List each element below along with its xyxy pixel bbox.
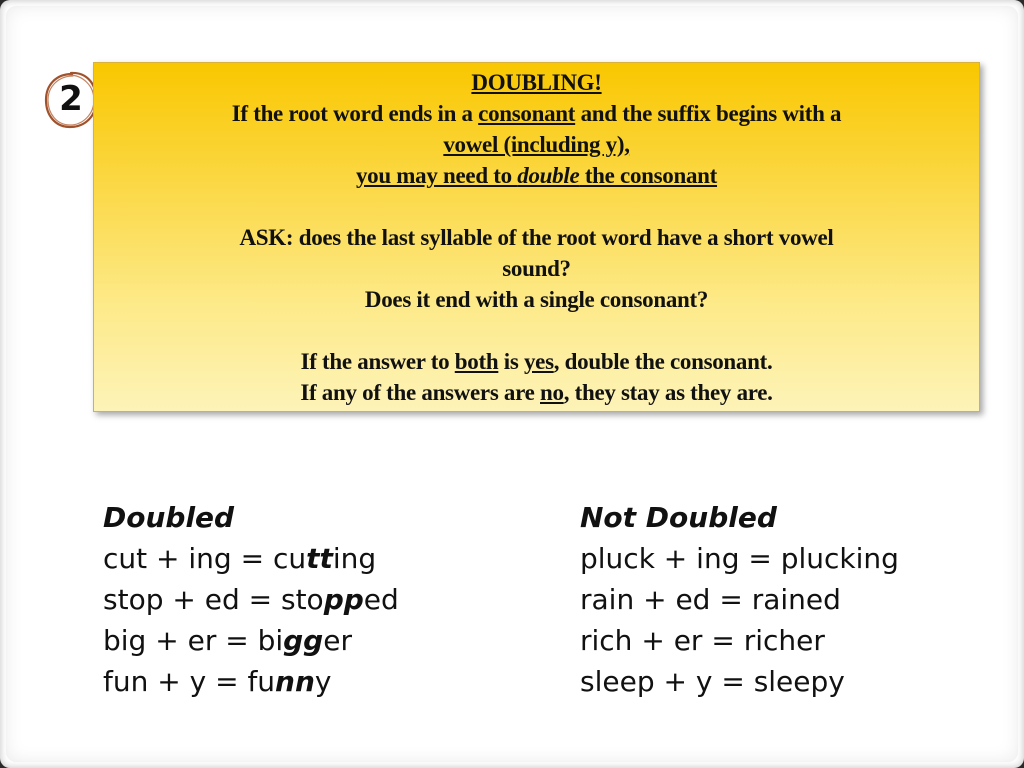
not-doubled-example: pluck + ing = plucking [580,542,899,575]
answer-2-c: , they stay as they are. [563,380,773,405]
answer-1-a: If the answer to [300,349,455,374]
rule-title [94,67,979,98]
answer-1-e: , double the consonant. [553,349,773,374]
rule-line-1-c: and the suffix begins with a [575,101,842,126]
doubled-heading: Doubled [103,501,235,534]
doubled-example [103,538,399,579]
rule-line-3-text [356,163,717,188]
doubled-column [103,497,399,702]
rule-line-1-a: If the root word ends in a [231,101,479,126]
ask-line-2: sound? [502,256,571,281]
doubled-letters: tt [306,542,333,575]
example-suffix: ing [332,542,377,575]
rule-gap [94,315,979,346]
ask-line-3: Does it end with a single consonant? [364,287,709,312]
doubling-rule-box [93,62,980,412]
doubled-example [103,579,399,620]
doubled-letters: nn [275,665,315,698]
doubled-example [103,620,399,661]
not-doubled-example: rain + ed = rained [580,583,841,616]
rule-line-3-c: the consonant [579,163,718,188]
rule-double: double [517,163,580,188]
rule-line-3-a: you may need to [355,163,518,188]
rule-line-2 [94,129,979,160]
example-text: big + er = bi [103,624,284,657]
rule-title-text: DOUBLING! [471,70,602,95]
example-suffix: ed [363,583,399,616]
answer-1-c: is [498,349,524,374]
example-suffix: y [314,665,332,698]
badge-number: 2 [59,79,83,119]
answer-line-1 [94,346,979,377]
doubled-letters: gg [283,624,324,657]
not-doubled-column [580,497,899,702]
not-doubled-heading: Not Doubled [580,501,777,534]
doubled-example [103,661,399,702]
ask-line-1: ASK: does the last syllable of the root word have a short vowel [239,225,834,250]
example-text: stop + ed = sto [103,583,324,616]
answer-no: no [540,380,564,405]
example-text: fun + y = fu [103,665,276,698]
example-suffix: er [323,624,352,657]
answer-line-2 [94,377,979,408]
rule-line-1 [94,98,979,129]
rule-vowel: vowel (including y), [443,132,630,157]
example-text: cut + ing = cu [103,542,307,575]
answer-yes: yes [523,349,554,374]
answer-both: both [454,349,499,374]
number-badge [43,70,99,130]
answer-2-a: If any of the answers are [300,380,540,405]
rule-consonant: consonant [478,101,576,126]
not-doubled-example: rich + er = richer [580,624,825,657]
doubled-letters: pp [323,583,364,616]
rule-line-3 [94,160,979,191]
not-doubled-example: sleep + y = sleepy [580,665,845,698]
rule-gap [94,191,979,222]
